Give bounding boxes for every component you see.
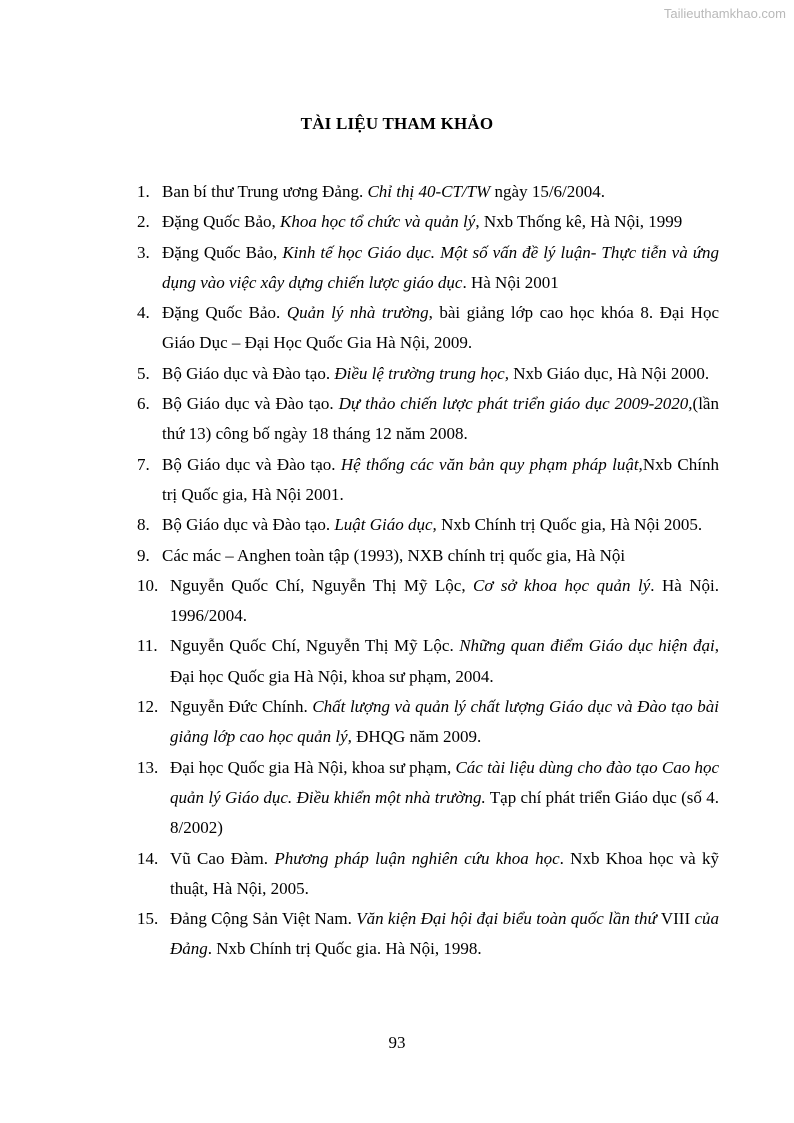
reference-number: 10. [137, 575, 159, 595]
reference-text: . Hà Nội. 1996/2004. [170, 575, 720, 626]
reference-text: (lần thứ 13) công bố ngày 18 tháng 12 năm 2008. [162, 394, 719, 444]
reference-text: Tạp chí phát triển Giáo dục (số 4. 8/2002) [170, 787, 720, 838]
reference-title-italic: Dự thảo chiến lược phát triển giáo dục 2009-2020, [338, 394, 693, 414]
reference-item [137, 904, 719, 965]
reference-text: ĐHQG năm 2009. [351, 727, 482, 747]
reference-text: Nguyễn Quốc Chí, Nguyễn Thị Mỹ Lộc. [170, 636, 460, 656]
reference-title-italic: Cơ sở khoa học quản lý [473, 575, 651, 595]
reference-text: Bộ Giáo dục và Đào tạo. [162, 394, 339, 414]
reference-item [137, 298, 719, 359]
reference-text: Ban bí thư Trung ương Đảng. [162, 182, 368, 201]
reference-item [137, 510, 719, 540]
reference-item [137, 631, 719, 692]
reference-text: . Nxb Khoa học và kỹ thuật, Hà Nội, 2005. [170, 848, 719, 898]
reference-title-italic: Các tài liệu dùng cho đào tạo Cao học quản lý Giáo dục. Điều khiển một nhà trường. [170, 757, 719, 807]
page-title: TÀI LIỆU THAM KHẢO [300, 114, 494, 133]
reference-number: 13. [137, 757, 159, 777]
reference-title-italic: Khoa học tổ chức và quản lý [280, 212, 476, 232]
reference-number: 2. [137, 212, 150, 232]
reference-text: , bài giảng lớp cao học khóa 8. Đại Học Giáo Dục – Đại Học Quốc Gia Hà Nội, 2009. [162, 303, 719, 353]
reference-title-italic: Hệ thống các văn bản quy phạm pháp luật, [340, 454, 643, 474]
reference-number: 3. [137, 242, 150, 262]
reference-text: Nxb Chính trị Quốc gia, Hà Nội 2001. [162, 454, 719, 504]
reference-text: VIII [656, 909, 695, 929]
reference-text: Các mác – Anghen toàn tập (1993), NXB chính trị quốc gia, Hà Nội [162, 545, 626, 565]
reference-item [137, 207, 719, 237]
reference-number: 15. [137, 909, 159, 929]
reference-text: , Nxb Thống kê, Hà Nội, 1999 [475, 212, 683, 232]
reference-item [137, 844, 719, 905]
reference-text: Nxb Chính trị Quốc gia, Hà Nội 2005. [436, 515, 703, 535]
reference-text: Đặng Quốc Bảo, [162, 212, 281, 232]
reference-number: 14. [137, 848, 159, 868]
reference-text: Đại học Quốc gia Hà Nội, khoa sư phạm, [170, 757, 456, 777]
watermark-text: Tailieuthamkhao.com [663, 6, 786, 21]
reference-item [137, 571, 719, 632]
reference-text: Nguyễn Đức Chính. [170, 697, 313, 717]
reference-text: Đảng Cộng Sản Việt Nam. [170, 909, 357, 929]
reference-number: 5. [137, 363, 150, 383]
reference-text: . Hà Nội 2001 [462, 272, 559, 292]
reference-title-italic: Phương pháp luận nghiên cứu khoa học [274, 848, 560, 868]
page-number: 93 [388, 1033, 406, 1052]
reference-number: 4. [137, 303, 150, 323]
reference-text: , Đại học Quốc gia Hà Nội, khoa sư phạm, 2004. [170, 636, 719, 686]
reference-number: 1. [137, 182, 150, 201]
reference-item [137, 238, 719, 299]
reference-text: Nguyễn Quốc Chí, Nguyễn Thị Mỹ Lộc, [170, 575, 474, 595]
reference-text: Nxb Giáo dục, Hà Nội 2000. [508, 363, 710, 383]
reference-number: 6. [137, 394, 150, 414]
reference-item [137, 359, 719, 389]
reference-text: . Nxb Chính trị Quốc gia. Hà Nội, 1998. [207, 939, 482, 959]
reference-number: 12. [137, 697, 159, 717]
reference-text: Bộ Giáo dục và Đào tạo. [162, 515, 335, 535]
reference-item [137, 389, 719, 450]
reference-item [137, 692, 719, 753]
reference-title-italic: Chỉ thị 40-CT/TW [367, 182, 491, 201]
reference-number: 11. [137, 636, 158, 656]
reference-item [137, 177, 719, 207]
reference-number: 7. [137, 454, 150, 474]
reference-text: Vũ Cao Đàm. [170, 848, 275, 868]
reference-title-italic: Luật Giáo dục, [334, 515, 437, 535]
reference-text: Đặng Quốc Bảo. [162, 303, 287, 323]
reference-title-italic: Kinh tế học Giáo dục. Một số vấn đề lý luận- Thực tiễn và ứng dụng vào việc xây dựng chiến lược giáo dục [162, 242, 720, 292]
reference-number: 9. [137, 545, 150, 565]
reference-title-italic: Quản lý nhà trường [286, 303, 429, 323]
reference-title-italic: Những quan điểm Giáo dục hiện đại [459, 636, 715, 656]
reference-list [137, 177, 719, 965]
reference-text: ngày 15/6/2004. [490, 182, 606, 201]
reference-title-italic: Chất lượng và quản lý chất lượng Giáo dục và Đào tạo bài giảng lớp cao học quản lý, [170, 697, 719, 747]
reference-item [137, 450, 719, 511]
reference-title-italic: của Đảng [170, 909, 720, 959]
reference-text: Bộ Giáo dục và Đào tạo. [162, 454, 341, 474]
reference-title-italic: Văn kiện Đại hội đại biểu toàn quốc lần thứ [356, 909, 657, 929]
reference-item [137, 753, 719, 844]
reference-number: 8. [137, 515, 150, 535]
reference-text: Đặng Quốc Bảo, [162, 242, 283, 262]
reference-text: Bộ Giáo dục và Đào tạo. [162, 363, 335, 383]
reference-title-italic: Điều lệ trường trung học, [334, 363, 509, 383]
reference-item [137, 541, 719, 571]
